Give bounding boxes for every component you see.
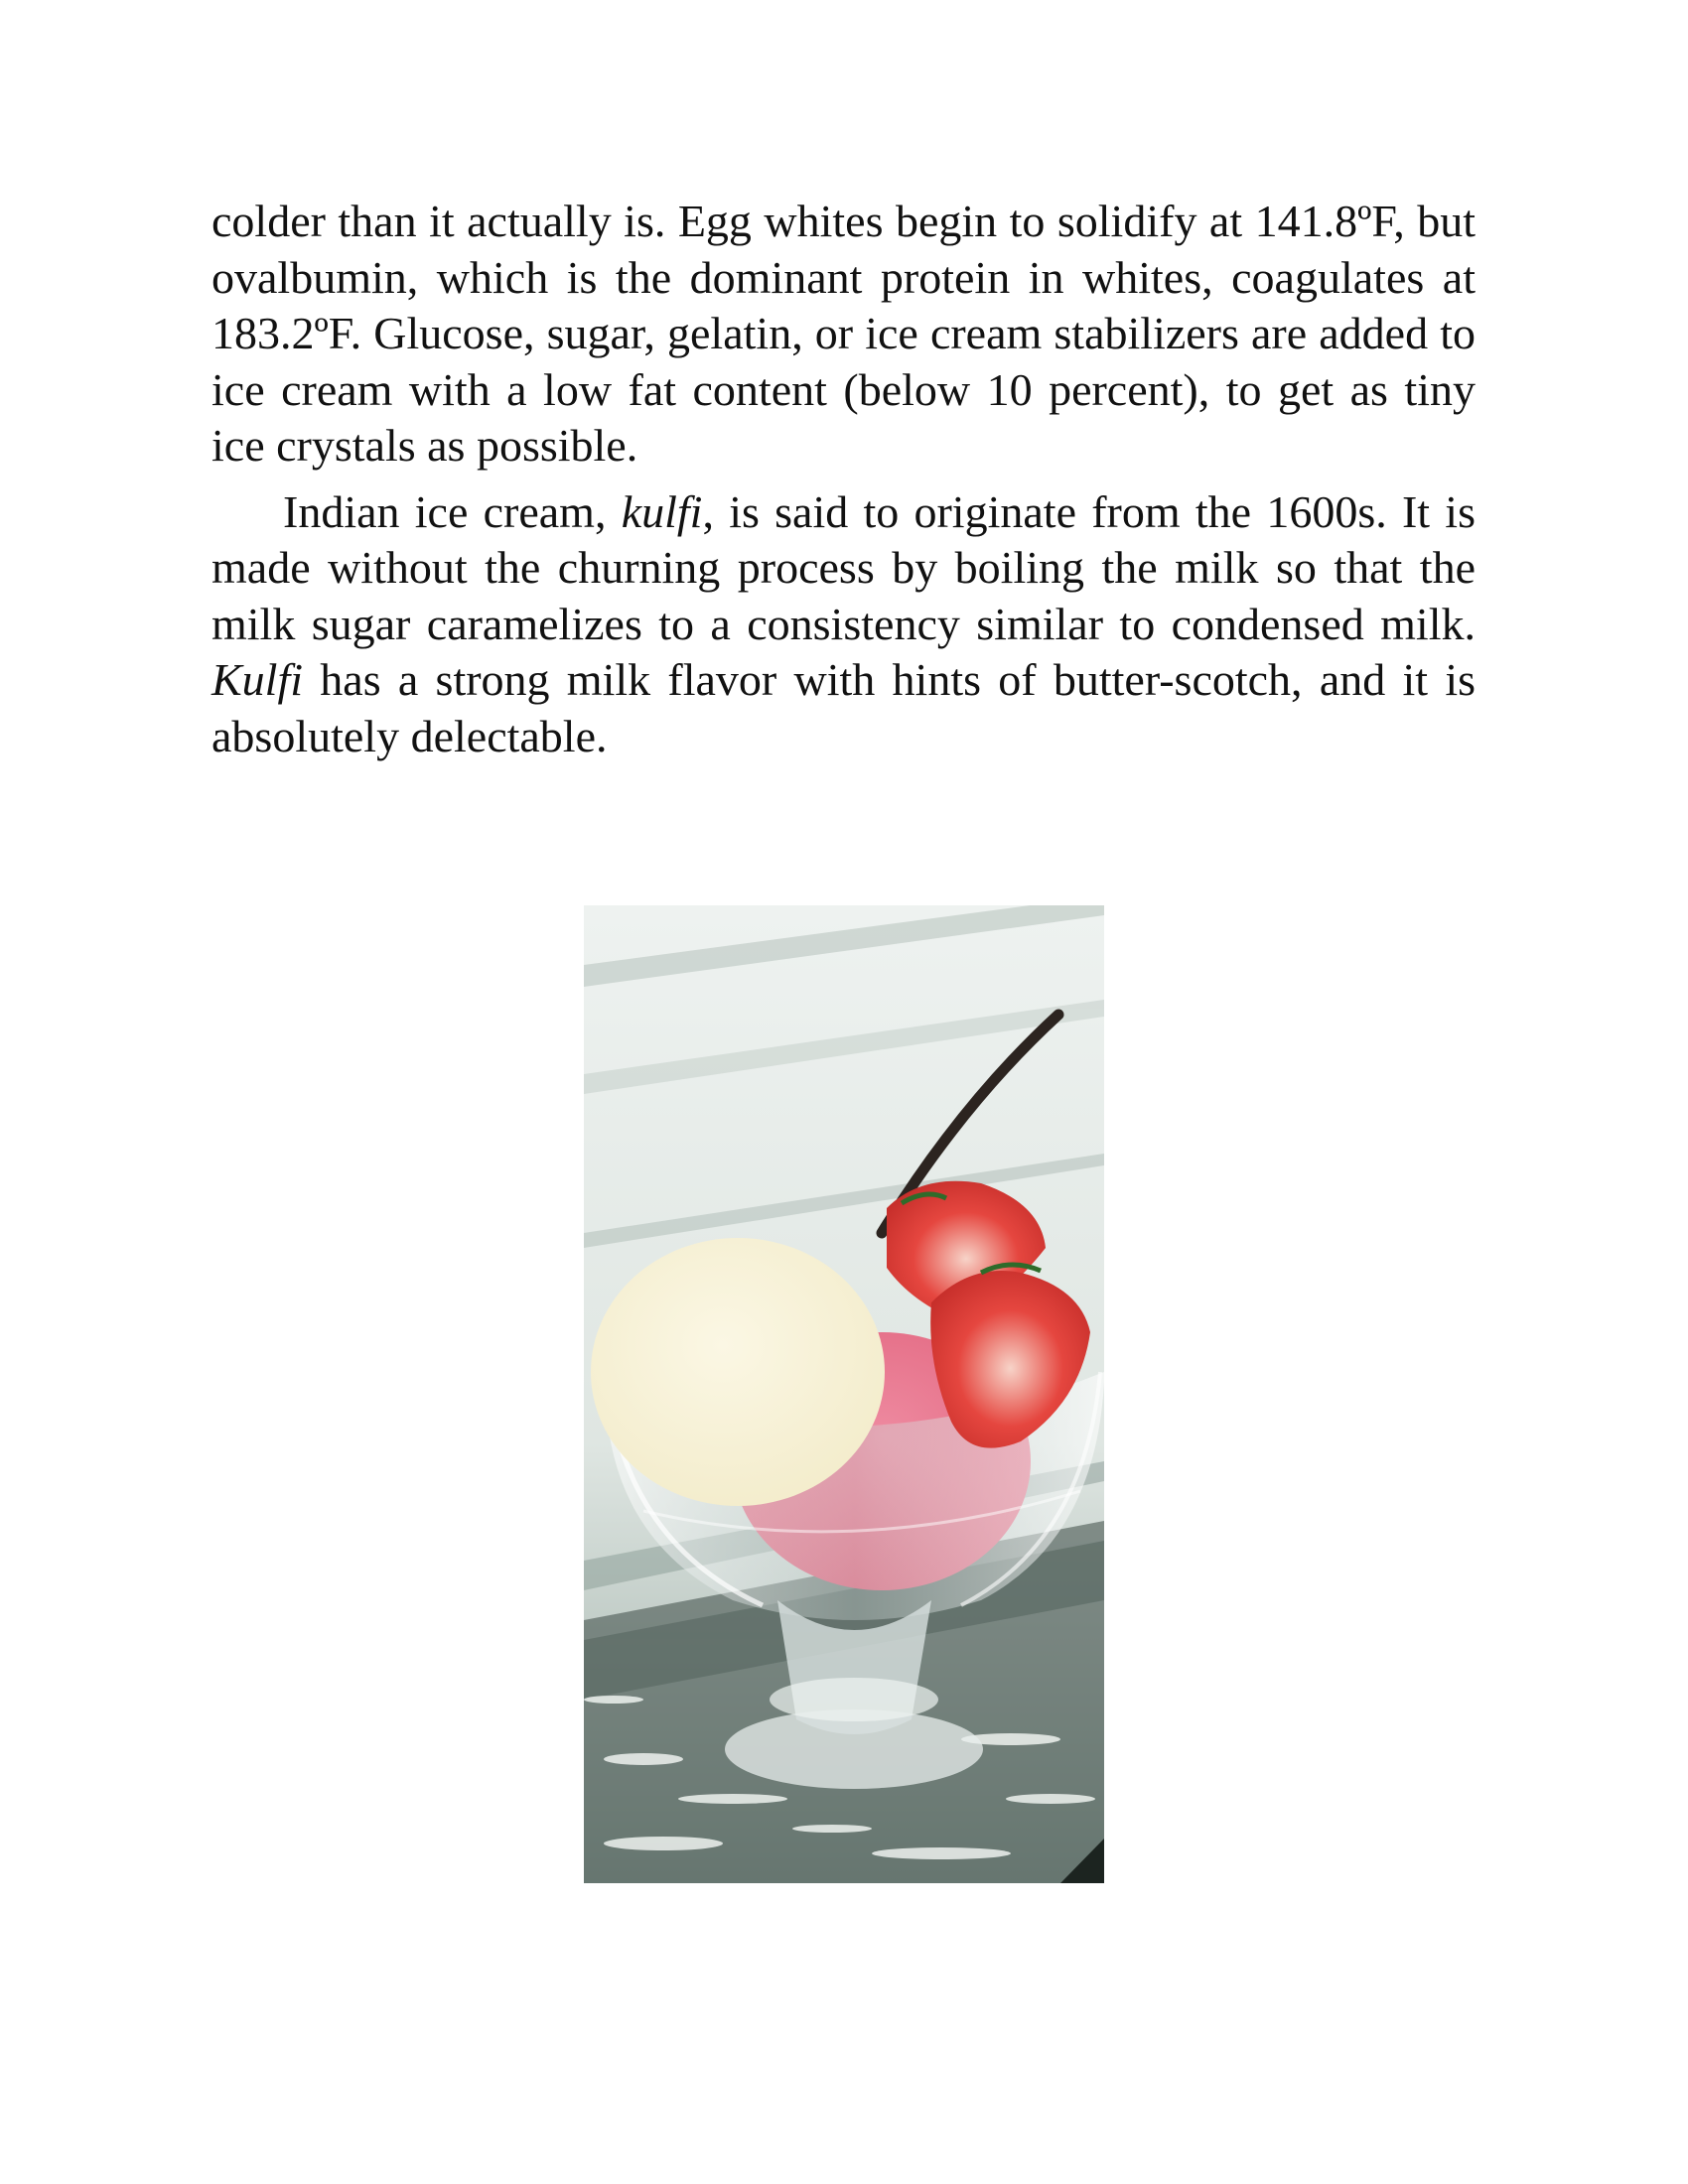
text-run: , is said to originate from the 1600s. It is made without the churning process by boiling the milk so that the milk sugar caramelizes to a consistency similar to condensed milk. [211, 485, 1476, 649]
ice-cream-photo [584, 905, 1104, 1883]
body-text [211, 194, 1476, 764]
italic-term: Kulfi [211, 654, 304, 705]
italic-term: kulfi [621, 485, 703, 537]
text-run: colder than it actually is. Egg whites begin to solidify at 141.8ºF, but ovalbumin, which is the dominant protein in whites, coagulates at 183.2ºF. Glucose, sugar, gelatin, or ice cream stabilizers are added to ice cream with a low fat content (below 10 percent), to get as tiny ice crystals as possible. [211, 196, 1476, 471]
ice-cream-illustration [584, 905, 1104, 1883]
paragraph-1 [211, 194, 1476, 475]
paragraph-2 [211, 484, 1476, 765]
text-run: has a strong milk flavor with hints of butter-scotch, and it is absolutely delectable. [211, 654, 1476, 761]
text-run: Indian ice cream, [283, 485, 622, 537]
